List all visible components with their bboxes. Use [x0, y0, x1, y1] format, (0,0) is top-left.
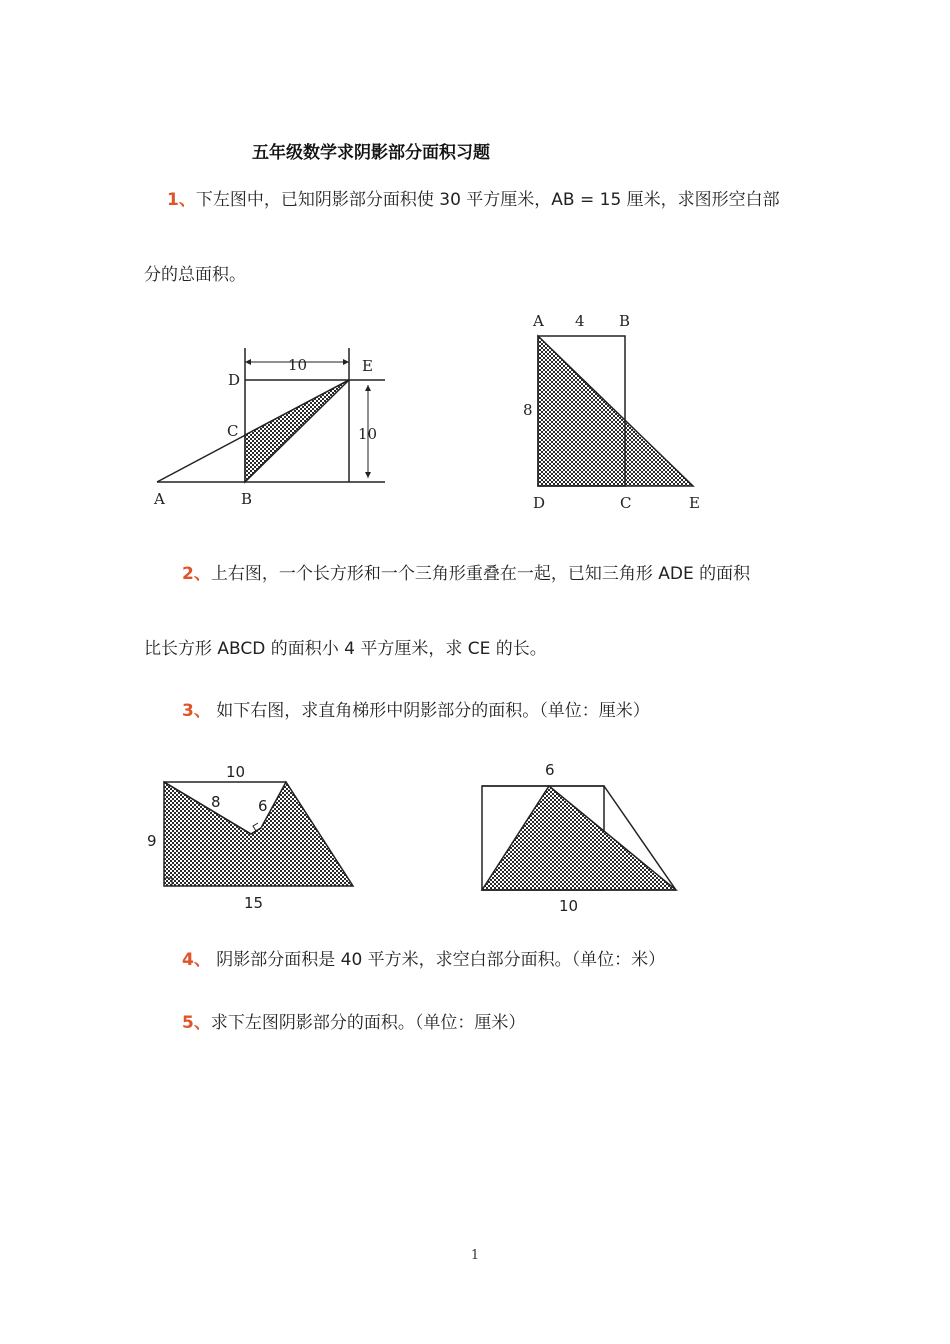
question-4-number: 4、 [182, 950, 211, 970]
question-1-text: 下左图中，已知阴影部分面积使 30 平方厘米，AB = 15 厘米，求图形空白部 [195, 190, 780, 210]
figure-1 [140, 340, 400, 520]
figure-1-point-b: B [241, 490, 253, 508]
question-5 [182, 1011, 525, 1035]
figure-4 [470, 755, 690, 920]
question-1-line-1 [167, 188, 780, 212]
question-3-text: 如下右图，求直角梯形中阴影部分的面积。（单位：厘米） [210, 701, 650, 721]
question-3-number: 3、 [182, 701, 211, 721]
page-number: 1 [470, 1248, 480, 1263]
figure-3-diag-label: 8 [211, 793, 221, 811]
figure-1-point-e: E [362, 357, 373, 375]
figure-3-bottom-label: 15 [244, 894, 264, 912]
figure-3-seg-label: 6 [258, 797, 268, 815]
figure-2-point-c: C [620, 494, 632, 512]
figure-2-point-e: E [689, 494, 700, 512]
figure-2-point-b: B [619, 312, 631, 330]
question-4-text: 阴影部分面积是 40 平方米，求空白部分面积。（单位：米） [210, 950, 666, 970]
question-1-number: 1、 [167, 190, 196, 210]
question-4 [182, 948, 665, 972]
figure-4-top-label: 6 [545, 761, 555, 779]
question-1-line-2: 分的总面积。 [144, 265, 246, 285]
figure-2-point-a: A [533, 312, 544, 330]
figure-1-point-c: C [227, 422, 239, 440]
page-title: 五年级数学求阴影部分面积习题 [252, 143, 490, 163]
figure-4-bottom-label: 10 [559, 897, 579, 915]
figure-2-ab-label: 4 [575, 312, 585, 330]
question-3 [182, 699, 650, 723]
figure-3-height-label: 9 [147, 832, 157, 850]
figure-3-top-label: 10 [226, 763, 246, 781]
question-5-text: 求下左图阴影部分的面积。（单位：厘米） [210, 1013, 526, 1033]
question-2-number: 2、 [182, 564, 211, 584]
figure-2-ad-label: 8 [523, 401, 533, 419]
question-5-number: 5、 [182, 1013, 211, 1033]
question-2-line-1 [182, 562, 750, 586]
figure-1-point-a: A [154, 490, 165, 508]
figure-2-point-d: D [533, 494, 546, 512]
question-2-text: 上右图，一个长方形和一个三角形重叠在一起，已知三角形 ADE 的面积 [210, 564, 751, 584]
figure-1-width-label: 10 [288, 356, 308, 374]
figure-2 [515, 305, 715, 520]
figure-3 [140, 758, 370, 918]
figure-1-height-label: 10 [358, 425, 378, 443]
figure-1-point-d: D [228, 371, 241, 389]
question-2-line-2: 比长方形 ABCD 的面积小 4 平方厘米，求 CE 的长。 [144, 639, 547, 659]
